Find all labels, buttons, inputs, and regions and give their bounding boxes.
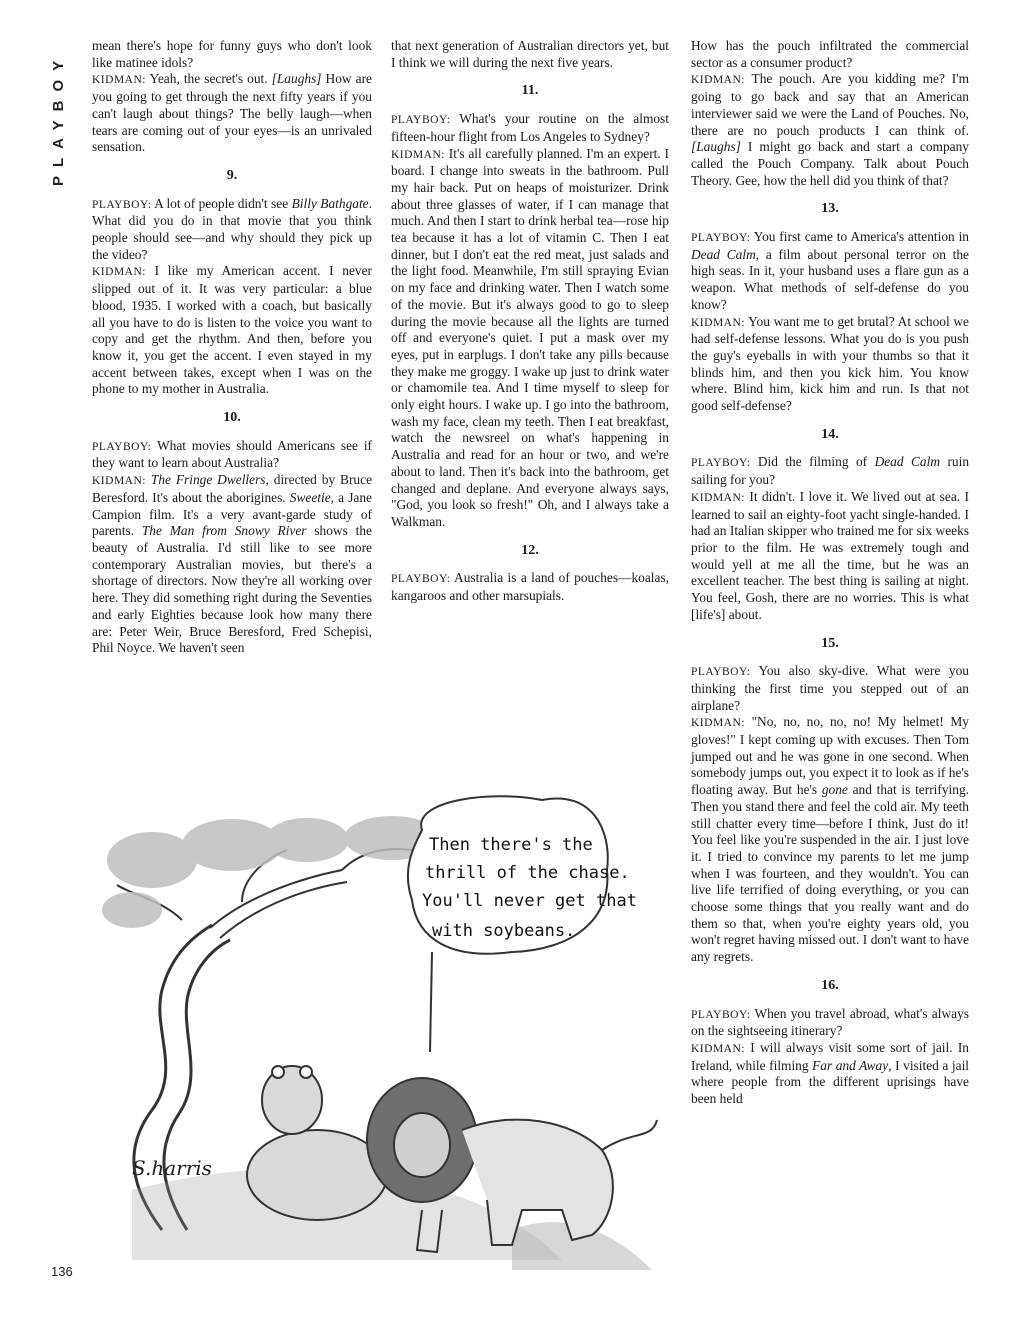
article-paragraph bbox=[691, 38, 969, 71]
italic-title: Far and Away bbox=[812, 1057, 889, 1073]
speaker-label: PLAYBOY: bbox=[691, 666, 751, 679]
question-number: 10. bbox=[223, 410, 241, 426]
speech-line-3: You'll never get that bbox=[422, 891, 637, 911]
paragraph-text: that next generation of Australian directors yet, but I think we will during the next five years. bbox=[391, 38, 669, 70]
speaker-label: KIDMAN: bbox=[391, 148, 445, 161]
article-paragraph bbox=[691, 314, 969, 415]
article-paragraph bbox=[391, 111, 669, 145]
paragraph-text: How has the pouch infiltrated the commercial sector as a consumer product? bbox=[691, 38, 969, 70]
paragraph-text: "No, no, no, no, no! My helmet! My gloves!" I kept coming up with excuses. Then Tom jumped out and he was gone in one second. When somebody jumps out, you expect it to look as if he's floating away. But he's bbox=[691, 714, 970, 798]
paragraph-text: You want me to get brutal? At school we had self-defense lessons. What you do is you push the guy's eyeballs in with your thumbs so that it blinds him, and then you kick him. You know where. Blind him, kick him and run. Is that not good self-defense? bbox=[691, 313, 969, 414]
article-paragraph bbox=[92, 472, 372, 657]
paragraph-text: You first came to America's attention in bbox=[750, 229, 969, 245]
article-paragraph bbox=[691, 1006, 969, 1040]
question-number: 11. bbox=[521, 83, 539, 99]
speaker-label: KIDMAN: bbox=[691, 1042, 745, 1055]
italic-title: gone bbox=[821, 782, 848, 798]
italic-title: Billy Bathgate bbox=[291, 195, 369, 211]
paragraph-text: Yeah, the secret's out. bbox=[145, 71, 272, 87]
paragraph-text: and that is terrifying. Then you stand there and feel the cold air. My teeth still chatter every time—before I think, Just do it! You feel like you're suspended in the air. I just love it. I tried to convince my parents to let me jump when I was fourteen, and they wouldn't. You can live life terrified of doing everything, or you can choose some things that you really want and do them so that, when you're eighty years old, you won't regret having missed out. I don't want to have any regrets. bbox=[691, 782, 969, 965]
italic-title: The Fringe Dwellers bbox=[150, 472, 266, 488]
question-number: 13. bbox=[821, 201, 839, 217]
paragraph-text: , a film about personal terror on the high seas. In it, your husband uses a flare gun as a weapon. What methods of self-defense do you know? bbox=[691, 246, 970, 312]
speech-line-4: with soybeans. bbox=[432, 921, 576, 941]
article-paragraph bbox=[691, 714, 969, 966]
speech-line-1: Then there's the bbox=[429, 835, 593, 855]
paragraph-text: It's all carefully planned. I'm an expert. I board. I change into sweats in the bathroom. Pull my hair back. Put on heaps of moisturizer. Drink about three glasses of water, if I can manage that much. And then I start to drink herbal tea—rose hip tea because it has a lot of vitamin C. Then I eat dinner, but I don't eat the red meat, just salads and the light food. Meanwhile, I'm still spraying Evian on my face and drinking water. Then I watch some of the movie. But it's always good to go to sleep during the movie because all the lights are turned off and everyone's quiet. I put a mask over my eyes, put in earplugs. I don't take any pills because they make me groggy. I wake up just to drink water or chamomile tea. And I time myself to sleep for only eight hours. I wake up. I go into the bathroom, wash my face, clean my teeth. Then I eat breakfast, watch the newsreel on what's happening in Australia and read for an hour or two, and we're about to land. Then it's back into the bathroom, get changed and deplane. And everyone always says, "God, you look so fresh!" Oh, and I always take a Walkman. bbox=[391, 145, 669, 529]
question-number: 9. bbox=[226, 167, 238, 183]
paragraph-text: When you travel abroad, what's always on the sightseeing itinerary? bbox=[691, 1005, 969, 1039]
speaker-label: KIDMAN: bbox=[92, 475, 146, 488]
paragraph-text: I will always visit some sort of jail. In Ireland, while filming bbox=[691, 1039, 969, 1073]
speaker-label: KIDMAN: bbox=[691, 491, 745, 504]
italic-title: Sweetie bbox=[289, 489, 331, 505]
article-paragraph bbox=[691, 229, 969, 314]
paragraph-text: . What did you do in that movie that you think people should see—and why should they pick up the video? bbox=[92, 195, 372, 262]
italic-title: [Laughs] bbox=[271, 71, 322, 87]
paragraph-text: , a Jane Campion film. It's a very avant-garde study of parents. bbox=[92, 489, 372, 539]
italic-title: [Laughs] bbox=[691, 139, 741, 155]
question-number: 16. bbox=[821, 977, 839, 993]
article-paragraph bbox=[691, 663, 969, 714]
paragraph-text: I might go back and start a company called the Pouch Company. Talk about Pouch Theory. Gee, how the hell did you think of that? bbox=[691, 139, 969, 188]
cartoon-illustration bbox=[92, 790, 672, 1280]
article-paragraph bbox=[391, 38, 669, 71]
speaker-label: PLAYBOY: bbox=[391, 114, 451, 127]
question-number: 14. bbox=[821, 426, 839, 442]
paragraph-text: The pouch. Are you kidding me? I'm going to go back and say that an American interviewer said we were the Land of Pouches. No, there are no pouch products I can think of. bbox=[691, 71, 969, 138]
article-paragraph bbox=[92, 438, 372, 472]
speaker-label: PLAYBOY: bbox=[391, 573, 451, 586]
tree-foliage bbox=[102, 816, 440, 928]
speaker-label: PLAYBOY: bbox=[92, 440, 152, 453]
article-paragraph bbox=[691, 489, 969, 624]
italic-title: Dead Calm bbox=[691, 246, 756, 262]
speaker-label: PLAYBOY: bbox=[691, 457, 751, 470]
paragraph-text: You also sky-dive. What were you thinking the first time you stepped out of an airplane? bbox=[691, 663, 969, 713]
speaker-label: KIDMAN: bbox=[691, 74, 745, 87]
speaker-label: KIDMAN: bbox=[691, 717, 745, 730]
paragraph-text: shows the beauty of Australia. I'd still like to see more contemporary Australian movies, but there's a shortage of directors. Now they're all working over here. They did something right during the Seventies and early Eighties because look how many there are: Peter Weir, Bruce Beresford, Fred Schepisi, Phil Noyce. We haven't seen bbox=[92, 523, 372, 656]
speaker-label: KIDMAN: bbox=[92, 266, 146, 279]
magazine-brand: PLAYBOY bbox=[50, 51, 67, 187]
article-paragraph bbox=[391, 146, 669, 531]
paragraph-text: How are you going to get through the next fifty years if you can't laugh about things? The belly laugh—when tears are coming out of your eyes—is an unrivaled sensation. bbox=[92, 71, 372, 155]
paragraph-text: What's your routine on the almost fifteen-hour flight from Los Angeles to Sydney? bbox=[391, 111, 669, 144]
question-number: 12. bbox=[521, 542, 539, 558]
speaker-label: PLAYBOY: bbox=[92, 198, 152, 211]
paragraph-text: What movies should Americans see if they want to learn about Australia? bbox=[92, 437, 372, 471]
speaker-label: PLAYBOY: bbox=[691, 1008, 751, 1021]
italic-title: Dead Calm bbox=[874, 454, 941, 470]
article-paragraph bbox=[691, 1040, 969, 1108]
speech-line-2: thrill of the chase. bbox=[425, 863, 630, 883]
paragraph-text: It didn't. I love it. We lived out at sea. I learned to sail an eighty-foot yacht single-handed. I had an Italian skipper who trained me for six weeks prior to the film. He was extremely tough and would yell at me all the time, but he was an excellent teacher. The best thing is sailing at night. You feel, Gosh, there are no worries. This is what [life's] about. bbox=[691, 488, 969, 622]
speaker-label: KIDMAN: bbox=[92, 74, 146, 87]
article-column-2 bbox=[391, 38, 669, 605]
paragraph-text: ruin sailing for you? bbox=[691, 454, 970, 488]
paragraph-text: Did the filming of bbox=[750, 454, 875, 470]
article-column-1 bbox=[92, 38, 372, 657]
paragraph-text: I like my American accent. I never slipped out of it. It was very particular: a blue blood, 1935. I worked with a coach, but basically all you have to do is listen to the voice you want to copy and get the rhythm. And then, before you know it, you get the accent. I even stayed in my accent between takes, except when I was on the phone to my mother in Australia. bbox=[92, 263, 372, 397]
question-number: 15. bbox=[821, 635, 839, 651]
paragraph-text: , directed by Bruce Beresford. It's about the aborigines. bbox=[92, 472, 373, 505]
paragraph-text: A lot of people didn't see bbox=[151, 195, 292, 211]
cartoonist-signature: S.harris bbox=[132, 1156, 212, 1180]
article-paragraph bbox=[92, 263, 372, 398]
lioness-drawing bbox=[247, 1066, 387, 1220]
italic-title: The Man from Snowy River bbox=[141, 523, 307, 539]
article-paragraph bbox=[92, 71, 372, 156]
paragraph-text: , I visited a jail where people from the different uprisings have been held bbox=[691, 1057, 970, 1107]
article-paragraph bbox=[691, 71, 969, 189]
article-paragraph bbox=[92, 196, 372, 264]
speaker-label: PLAYBOY: bbox=[691, 232, 751, 245]
page-number: 136 bbox=[51, 1264, 73, 1279]
article-column-3 bbox=[691, 38, 969, 1108]
article-paragraph bbox=[92, 38, 372, 71]
paragraph-text: Australia is a land of pouches—koalas, kangaroos and other marsupials. bbox=[391, 570, 669, 604]
speech-bubble bbox=[408, 796, 637, 1052]
paragraph-text: mean there's hope for funny guys who don't look like matinee idols? bbox=[92, 38, 372, 70]
speaker-label: KIDMAN: bbox=[691, 316, 745, 329]
article-paragraph bbox=[391, 570, 669, 604]
article-paragraph bbox=[691, 454, 969, 488]
